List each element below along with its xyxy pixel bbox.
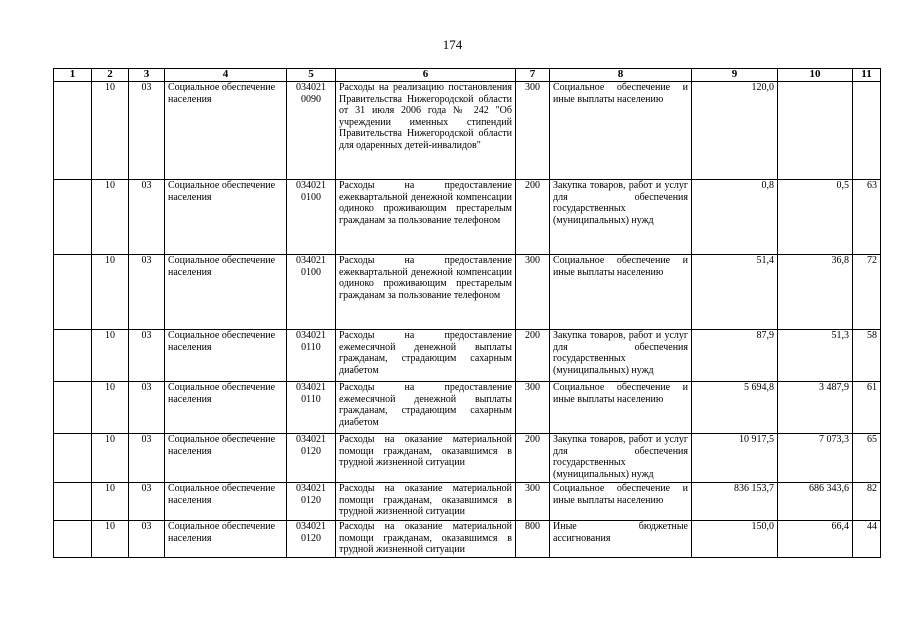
cell-section: 10 xyxy=(92,483,129,521)
column-header: 11 xyxy=(853,69,881,82)
cell-expense-type-code: 200 xyxy=(516,330,550,382)
cell-col1 xyxy=(54,180,92,255)
table-row xyxy=(54,82,881,180)
cell-actual-amount: 51,3 xyxy=(778,330,853,382)
cell-expense-type-name: Закупка товаров, работ и услуг для обеспечения государственных (муниципальных) нужд xyxy=(550,180,692,255)
column-header: 4 xyxy=(165,69,287,82)
cell-expense-type-code: 200 xyxy=(516,434,550,483)
cell-section-name: Социальное обеспечение населения xyxy=(165,434,287,483)
cell-col1 xyxy=(54,521,92,558)
page-number: 174 xyxy=(442,37,463,52)
cell-section-name: Социальное обеспечение населения xyxy=(165,330,287,382)
table-row xyxy=(54,521,881,558)
cell-percent: 82 xyxy=(853,483,881,521)
cell-expense-type-code: 200 xyxy=(516,180,550,255)
cell-section-name: Социальное обеспечение населения xyxy=(165,82,287,180)
cell-section-name: Социальное обеспечение населения xyxy=(165,255,287,330)
cell-percent: 72 xyxy=(853,255,881,330)
column-header: 8 xyxy=(550,69,692,82)
table-row xyxy=(54,330,881,382)
cell-target-code: 034021 0120 xyxy=(287,521,336,558)
cell-percent: 58 xyxy=(853,330,881,382)
cell-expense-description: Расходы на оказание материальной помощи гражданам, оказавшимся в трудной жизненной ситуации xyxy=(336,483,516,521)
cell-subsection: 03 xyxy=(129,521,165,558)
cell-expense-type-name: Социальное обеспечение и иные выплаты населению xyxy=(550,483,692,521)
cell-expense-type-code: 300 xyxy=(516,483,550,521)
cell-expense-description: Расходы на предоставление ежемесячной денежной выплаты гражданам, страдающим сахарным диабетом xyxy=(336,382,516,434)
cell-actual-amount xyxy=(778,82,853,180)
cell-col1 xyxy=(54,255,92,330)
cell-expense-type-name: Социальное обеспечение и иные выплаты населению xyxy=(550,82,692,180)
cell-actual-amount: 3 487,9 xyxy=(778,382,853,434)
cell-expense-type-name: Социальное обеспечение и иные выплаты населению xyxy=(550,382,692,434)
cell-section-name: Социальное обеспечение населения xyxy=(165,180,287,255)
cell-col1 xyxy=(54,330,92,382)
cell-actual-amount: 686 343,6 xyxy=(778,483,853,521)
cell-expense-type-name: Иные бюджетные ассигнования xyxy=(550,521,692,558)
cell-target-code: 034021 0120 xyxy=(287,483,336,521)
cell-section: 10 xyxy=(92,521,129,558)
cell-expense-description: Расходы на предоставление ежемесячной денежной выплаты гражданам, страдающим сахарным диабетом xyxy=(336,330,516,382)
cell-percent: 65 xyxy=(853,434,881,483)
cell-target-code: 034021 0120 xyxy=(287,434,336,483)
cell-planned-amount: 5 694,8 xyxy=(692,382,778,434)
cell-target-code: 034021 0110 xyxy=(287,330,336,382)
column-header: 2 xyxy=(92,69,129,82)
cell-section: 10 xyxy=(92,434,129,483)
cell-expense-description: Расходы на оказание материальной помощи гражданам, оказавшимся в трудной жизненной ситуации xyxy=(336,434,516,483)
cell-target-code: 034021 0100 xyxy=(287,180,336,255)
cell-planned-amount: 0,8 xyxy=(692,180,778,255)
cell-expense-type-code: 300 xyxy=(516,255,550,330)
cell-planned-amount: 150,0 xyxy=(692,521,778,558)
cell-section-name: Социальное обеспечение населения xyxy=(165,521,287,558)
column-header: 1 xyxy=(54,69,92,82)
cell-actual-amount: 7 073,3 xyxy=(778,434,853,483)
cell-expense-description: Расходы на оказание материальной помощи гражданам, оказавшимся в трудной жизненной ситуации xyxy=(336,521,516,558)
cell-percent: 61 xyxy=(853,382,881,434)
cell-expense-type-name: Социальное обеспечение и иные выплаты населению xyxy=(550,255,692,330)
cell-section-name: Социальное обеспечение населения xyxy=(165,483,287,521)
table-row xyxy=(54,382,881,434)
cell-subsection: 03 xyxy=(129,180,165,255)
cell-section: 10 xyxy=(92,255,129,330)
cell-subsection: 03 xyxy=(129,82,165,180)
column-header: 10 xyxy=(778,69,853,82)
cell-percent xyxy=(853,82,881,180)
table-row xyxy=(54,434,881,483)
cell-expense-type-name: Закупка товаров, работ и услуг для обеспечения государственных (муниципальных) нужд xyxy=(550,434,692,483)
cell-target-code: 034021 0090 xyxy=(287,82,336,180)
cell-subsection: 03 xyxy=(129,382,165,434)
cell-actual-amount: 36,8 xyxy=(778,255,853,330)
cell-percent: 44 xyxy=(853,521,881,558)
header-row xyxy=(54,69,881,82)
cell-col1 xyxy=(54,434,92,483)
cell-expense-type-code: 800 xyxy=(516,521,550,558)
cell-col1 xyxy=(54,483,92,521)
cell-planned-amount: 87,9 xyxy=(692,330,778,382)
cell-section-name: Социальное обеспечение населения xyxy=(165,382,287,434)
cell-planned-amount: 10 917,5 xyxy=(692,434,778,483)
cell-section: 10 xyxy=(92,382,129,434)
cell-subsection: 03 xyxy=(129,434,165,483)
cell-expense-description: Расходы на предоставление ежеквартальной денежной компенсации одиноко проживающим престарелым гражданам за пользование телефоном xyxy=(336,180,516,255)
column-header: 9 xyxy=(692,69,778,82)
budget-table xyxy=(53,68,881,558)
cell-section: 10 xyxy=(92,330,129,382)
cell-section: 10 xyxy=(92,82,129,180)
column-header: 6 xyxy=(336,69,516,82)
cell-expense-type-name: Закупка товаров, работ и услуг для обеспечения государственных (муниципальных) нужд xyxy=(550,330,692,382)
cell-col1 xyxy=(54,82,92,180)
cell-target-code: 034021 0100 xyxy=(287,255,336,330)
cell-expense-type-code: 300 xyxy=(516,382,550,434)
cell-target-code: 034021 0110 xyxy=(287,382,336,434)
cell-col1 xyxy=(54,382,92,434)
column-header: 5 xyxy=(287,69,336,82)
cell-percent: 63 xyxy=(853,180,881,255)
column-header: 7 xyxy=(516,69,550,82)
cell-subsection: 03 xyxy=(129,483,165,521)
cell-section: 10 xyxy=(92,180,129,255)
cell-planned-amount: 51,4 xyxy=(692,255,778,330)
cell-expense-description: Расходы на реализацию постановления Правительства Нижегородской области от 31 июля 2006 года № 242 "Об учреждении именных стипендий Правительства Нижегородской области для одаренных детей-инвалидов" xyxy=(336,82,516,180)
cell-subsection: 03 xyxy=(129,255,165,330)
cell-expense-type-code: 300 xyxy=(516,82,550,180)
cell-expense-description: Расходы на предоставление ежеквартальной денежной компенсации одиноко проживающим престарелым гражданам за пользование телефоном xyxy=(336,255,516,330)
cell-actual-amount: 0,5 xyxy=(778,180,853,255)
table-row xyxy=(54,483,881,521)
cell-subsection: 03 xyxy=(129,330,165,382)
table-row xyxy=(54,180,881,255)
column-header: 3 xyxy=(129,69,165,82)
cell-planned-amount: 120,0 xyxy=(692,82,778,180)
cell-actual-amount: 66,4 xyxy=(778,521,853,558)
table-row xyxy=(54,255,881,330)
cell-planned-amount: 836 153,7 xyxy=(692,483,778,521)
